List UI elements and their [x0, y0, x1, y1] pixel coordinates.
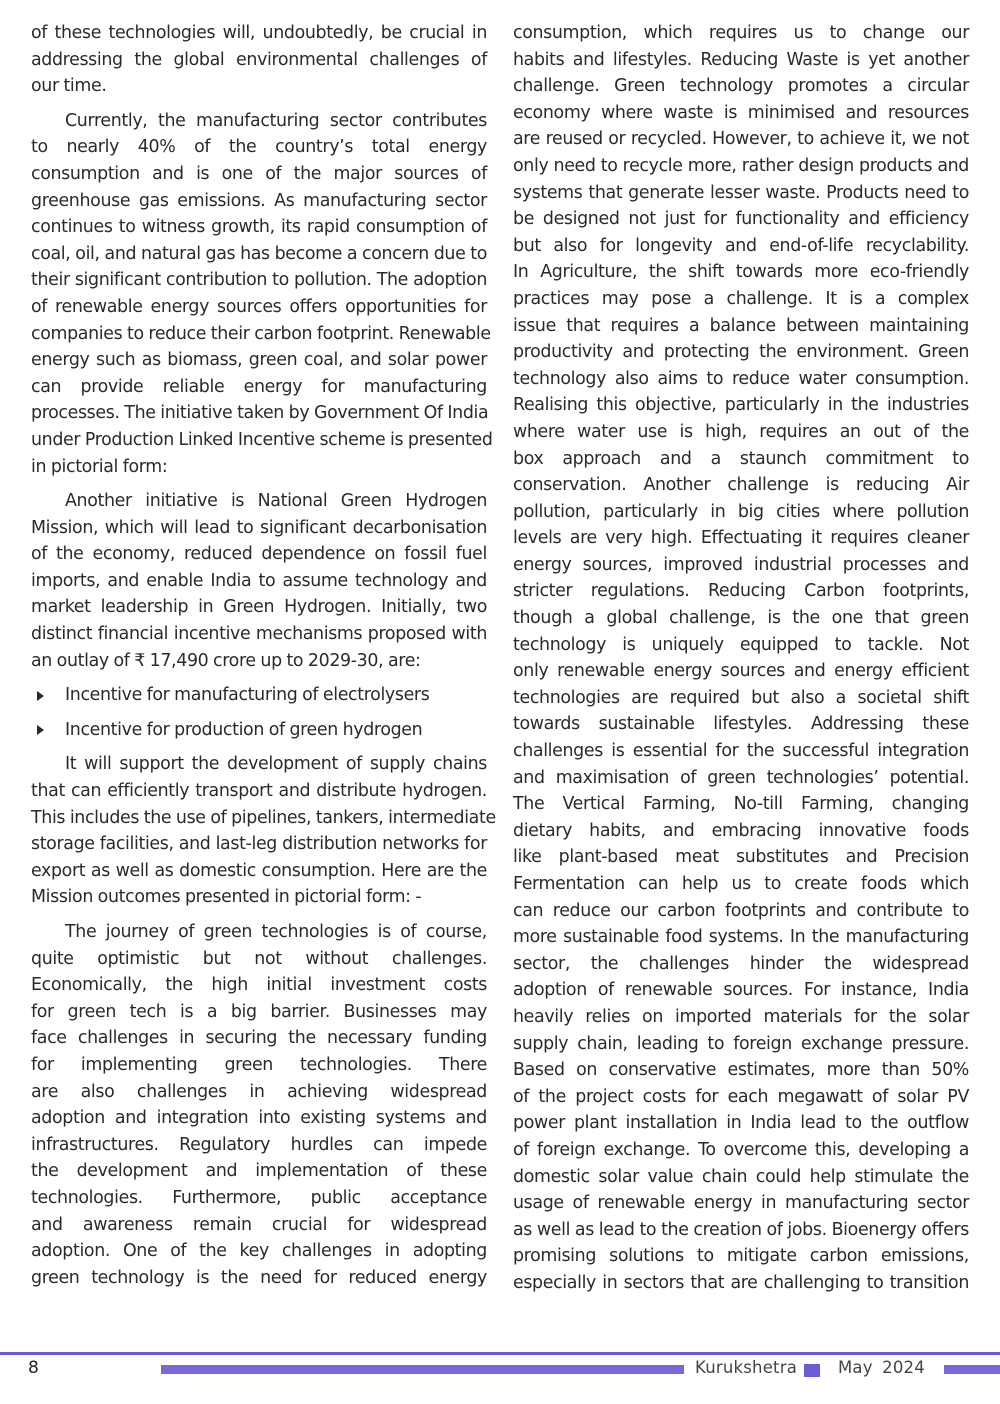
text-line: imports, and enable India to assume technology and: [31, 570, 487, 591]
text-line: companies to reduce their carbon footprint. Renewable: [31, 323, 491, 344]
text-line: In Agriculture, the shift towards more eco-friendly: [513, 262, 969, 283]
text-line: energy such as biomass, green coal, and solar power: [31, 350, 487, 371]
text-line: towards sustainable lifestyles. Addressing these: [513, 714, 969, 735]
text-line: are reused or recycled. However, to achieve it, we not: [513, 129, 969, 150]
paragraph: [31, 919, 487, 1291]
text-line: are also challenges in achieving widespread: [31, 1081, 487, 1102]
text-line: adoption of renewable sources. For instance, India: [513, 980, 969, 1001]
text-line: more sustainable food systems. In the manufacturing: [513, 927, 969, 948]
text-line: Currently, the manufacturing sector contributes: [65, 110, 487, 131]
text-line: technology also aims to reduce water consumption.: [513, 368, 969, 389]
text-line: pollution, particularly in big cities where pollution: [513, 501, 969, 522]
text-line: greenhouse gas emissions. As manufacturing sector: [31, 190, 487, 211]
text-line: of foreign exchange. To overcome this, developing a: [513, 1139, 969, 1160]
text-line: especially in sectors that are challenging to transition: [513, 1272, 969, 1293]
text-line: The journey of green technologies is of course,: [65, 922, 487, 942]
text-line: of renewable energy sources offers opportunities for: [31, 296, 487, 317]
text-line: only need to recycle more, rather design products and: [513, 155, 969, 176]
text-line: quite optimistic but not without challenges.: [31, 948, 487, 969]
text-line: It will support the development of supply chains: [65, 754, 487, 775]
text-line: usage of renewable energy in manufacturing sector: [513, 1193, 969, 1214]
text-line: continues to witness growth, its rapid consumption of: [31, 217, 487, 238]
text-line: to nearly 40% of the country’s total energy: [31, 137, 487, 158]
text-line: coal, oil, and natural gas has become a concern due to: [31, 243, 487, 264]
text-line: Realising this objective, particularly in the industries: [513, 395, 969, 416]
list-item: [31, 682, 487, 709]
text-line: addressing the global environmental challenges of: [31, 49, 487, 70]
paragraph: [31, 751, 496, 911]
triangle-bullet-icon: [37, 691, 44, 701]
left-column: [31, 20, 496, 1299]
paragraph: [31, 488, 487, 674]
text-line: domestic solar value chain could help stimulate the: [513, 1166, 969, 1187]
text-line: issue that requires a balance between maintaining: [513, 315, 969, 336]
text-line: Another initiative is National Green Hydrogen: [65, 491, 487, 512]
text-line: distinct financial incentive mechanisms proposed with: [31, 624, 487, 645]
text-line: like plant-based meat substitutes and Precision: [513, 847, 969, 868]
text-line: Economically, the high initial investment costs: [31, 975, 487, 996]
text-line: habits and lifestyles. Reducing Waste is yet another: [513, 49, 969, 70]
footer-accent-bar: [161, 1365, 684, 1374]
text-line: their significant contribution to pollution. The adoption: [31, 270, 487, 291]
text-line: under Production Linked Incentive scheme is presented: [31, 429, 493, 450]
footer-accent-bar: [944, 1365, 1000, 1374]
text-line: consumption, which requires us to change our: [513, 23, 969, 43]
text-line: can reduce our carbon footprints and contribute to: [513, 900, 969, 921]
text-line: an outlay of ₹ 17,490 crore up to 2029-30, are:: [31, 650, 421, 671]
text-line: infrastructures. Regulatory hurdles can impede: [31, 1134, 487, 1155]
text-line: for green tech is a big barrier. Businesses may: [31, 1001, 487, 1022]
text-line: of the project costs for each megawatt of solar PV: [513, 1086, 969, 1107]
triangle-bullet-icon: [37, 725, 44, 735]
text-line: though a global challenge, is the one that green: [513, 608, 969, 629]
text-line: face challenges in securing the necessary funding: [31, 1028, 487, 1049]
paragraph: [31, 108, 493, 480]
text-line: Mission outcomes presented in pictorial form: -: [31, 887, 422, 908]
text-line: sector, the challenges hinder the widespread: [513, 953, 969, 974]
text-line: technologies. Furthermore, public acceptance: [31, 1187, 487, 1208]
issue-date: May 2024: [838, 1358, 925, 1377]
text-line: practices may pose a challenge. It is a complex: [513, 288, 969, 309]
text-line: stricter regulations. Reducing Carbon footprints,: [513, 581, 969, 602]
text-line: of the economy, reduced dependence on fossil fuel: [31, 544, 487, 565]
text-line: supply chain, leading to foreign exchange pressure.: [513, 1033, 969, 1054]
text-line: only renewable energy sources and energy efficient: [513, 661, 969, 682]
bullet-list: [31, 682, 487, 743]
paragraph: [31, 20, 487, 100]
text-line: be designed not just for functionality and efficiency: [513, 209, 969, 230]
text-line: heavily relies on imported materials for the solar: [513, 1006, 969, 1027]
footer-separator-square: [804, 1364, 820, 1377]
text-line: energy sources, improved industrial processes and: [513, 554, 969, 575]
text-line: promising solutions to mitigate carbon emissions,: [513, 1246, 969, 1267]
text-line: power plant installation in India lead to the outflow: [513, 1113, 969, 1134]
text-line: levels are very high. Effectuating it requires cleaner: [513, 528, 969, 549]
paragraph: [513, 20, 969, 1297]
list-item: [31, 717, 487, 744]
text-line: technologies are required but also a societal shift: [513, 687, 969, 708]
text-line: processes. The initiative taken by Government Of India: [31, 403, 489, 424]
text-line: systems that generate lesser waste. Products need to: [513, 182, 969, 203]
text-line: our time.: [31, 76, 107, 97]
text-line: adoption. One of the key challenges in adopting: [31, 1241, 487, 1262]
text-line: in pictorial form:: [31, 456, 168, 477]
text-line: conservation. Another challenge is reducing Air: [513, 475, 969, 496]
text-line: economy where waste is minimised and resources: [513, 102, 969, 123]
text-line: green technology is the need for reduced energy: [31, 1267, 487, 1288]
footer-rule: [0, 1352, 1000, 1355]
text-line: adoption and integration into existing systems and: [31, 1108, 487, 1129]
text-line: productivity and protecting the environment. Green: [513, 342, 969, 363]
text-line: Based on conservative estimates, more than 50%: [513, 1060, 969, 1081]
text-line: technology is uniquely equipped to tackle. Not: [513, 634, 969, 655]
text-line: export as well as domestic consumption. Here are the: [31, 860, 487, 881]
text-line: This includes the use of pipelines, tankers, intermediate: [31, 807, 496, 828]
text-line: Fermentation can help us to create foods which: [513, 874, 969, 894]
right-column: [513, 20, 969, 1305]
text-line: but also for longevity and end-of-life recyclability.: [513, 235, 969, 256]
text-line: and maximisation of green technologies’ potential.: [513, 767, 969, 788]
text-line: where water use is high, requires an out of the: [513, 421, 969, 442]
text-line: as well as lead to the creation of jobs. Bioenergy offers: [513, 1219, 969, 1240]
text-line: the development and implementation of these: [31, 1161, 487, 1182]
text-line: dietary habits, and embracing innovative foods: [513, 820, 969, 841]
list-item-text: Incentive for manufacturing of electrolysers: [65, 685, 430, 706]
text-line: of these technologies will, undoubtedly, be crucial in: [31, 23, 487, 43]
text-line: and awareness remain crucial for widespread: [31, 1214, 487, 1235]
text-line: can provide reliable energy for manufacturing: [31, 376, 487, 397]
text-line: that can efficiently transport and distribute hydrogen.: [31, 781, 487, 802]
list-item-text: Incentive for production of green hydrogen: [65, 719, 423, 740]
page-number: 8: [28, 1358, 39, 1378]
text-line: challenges is essential for the successful integration: [513, 741, 969, 762]
text-line: box approach and a staunch commitment to: [513, 448, 969, 469]
magazine-name: Kurukshetra: [695, 1358, 798, 1377]
text-line: market leadership in Green Hydrogen. Initially, two: [31, 597, 487, 618]
text-line: challenge. Green technology promotes a circular: [513, 76, 969, 97]
text-line: for implementing green technologies. There: [31, 1054, 487, 1075]
text-line: Mission, which will lead to significant decarbonisation: [31, 517, 487, 538]
text-line: storage facilities, and last-leg distribution networks for: [31, 834, 487, 855]
text-line: consumption and is one of the major sources of: [31, 163, 487, 184]
text-line: The Vertical Farming, No-till Farming, changing: [513, 794, 969, 815]
